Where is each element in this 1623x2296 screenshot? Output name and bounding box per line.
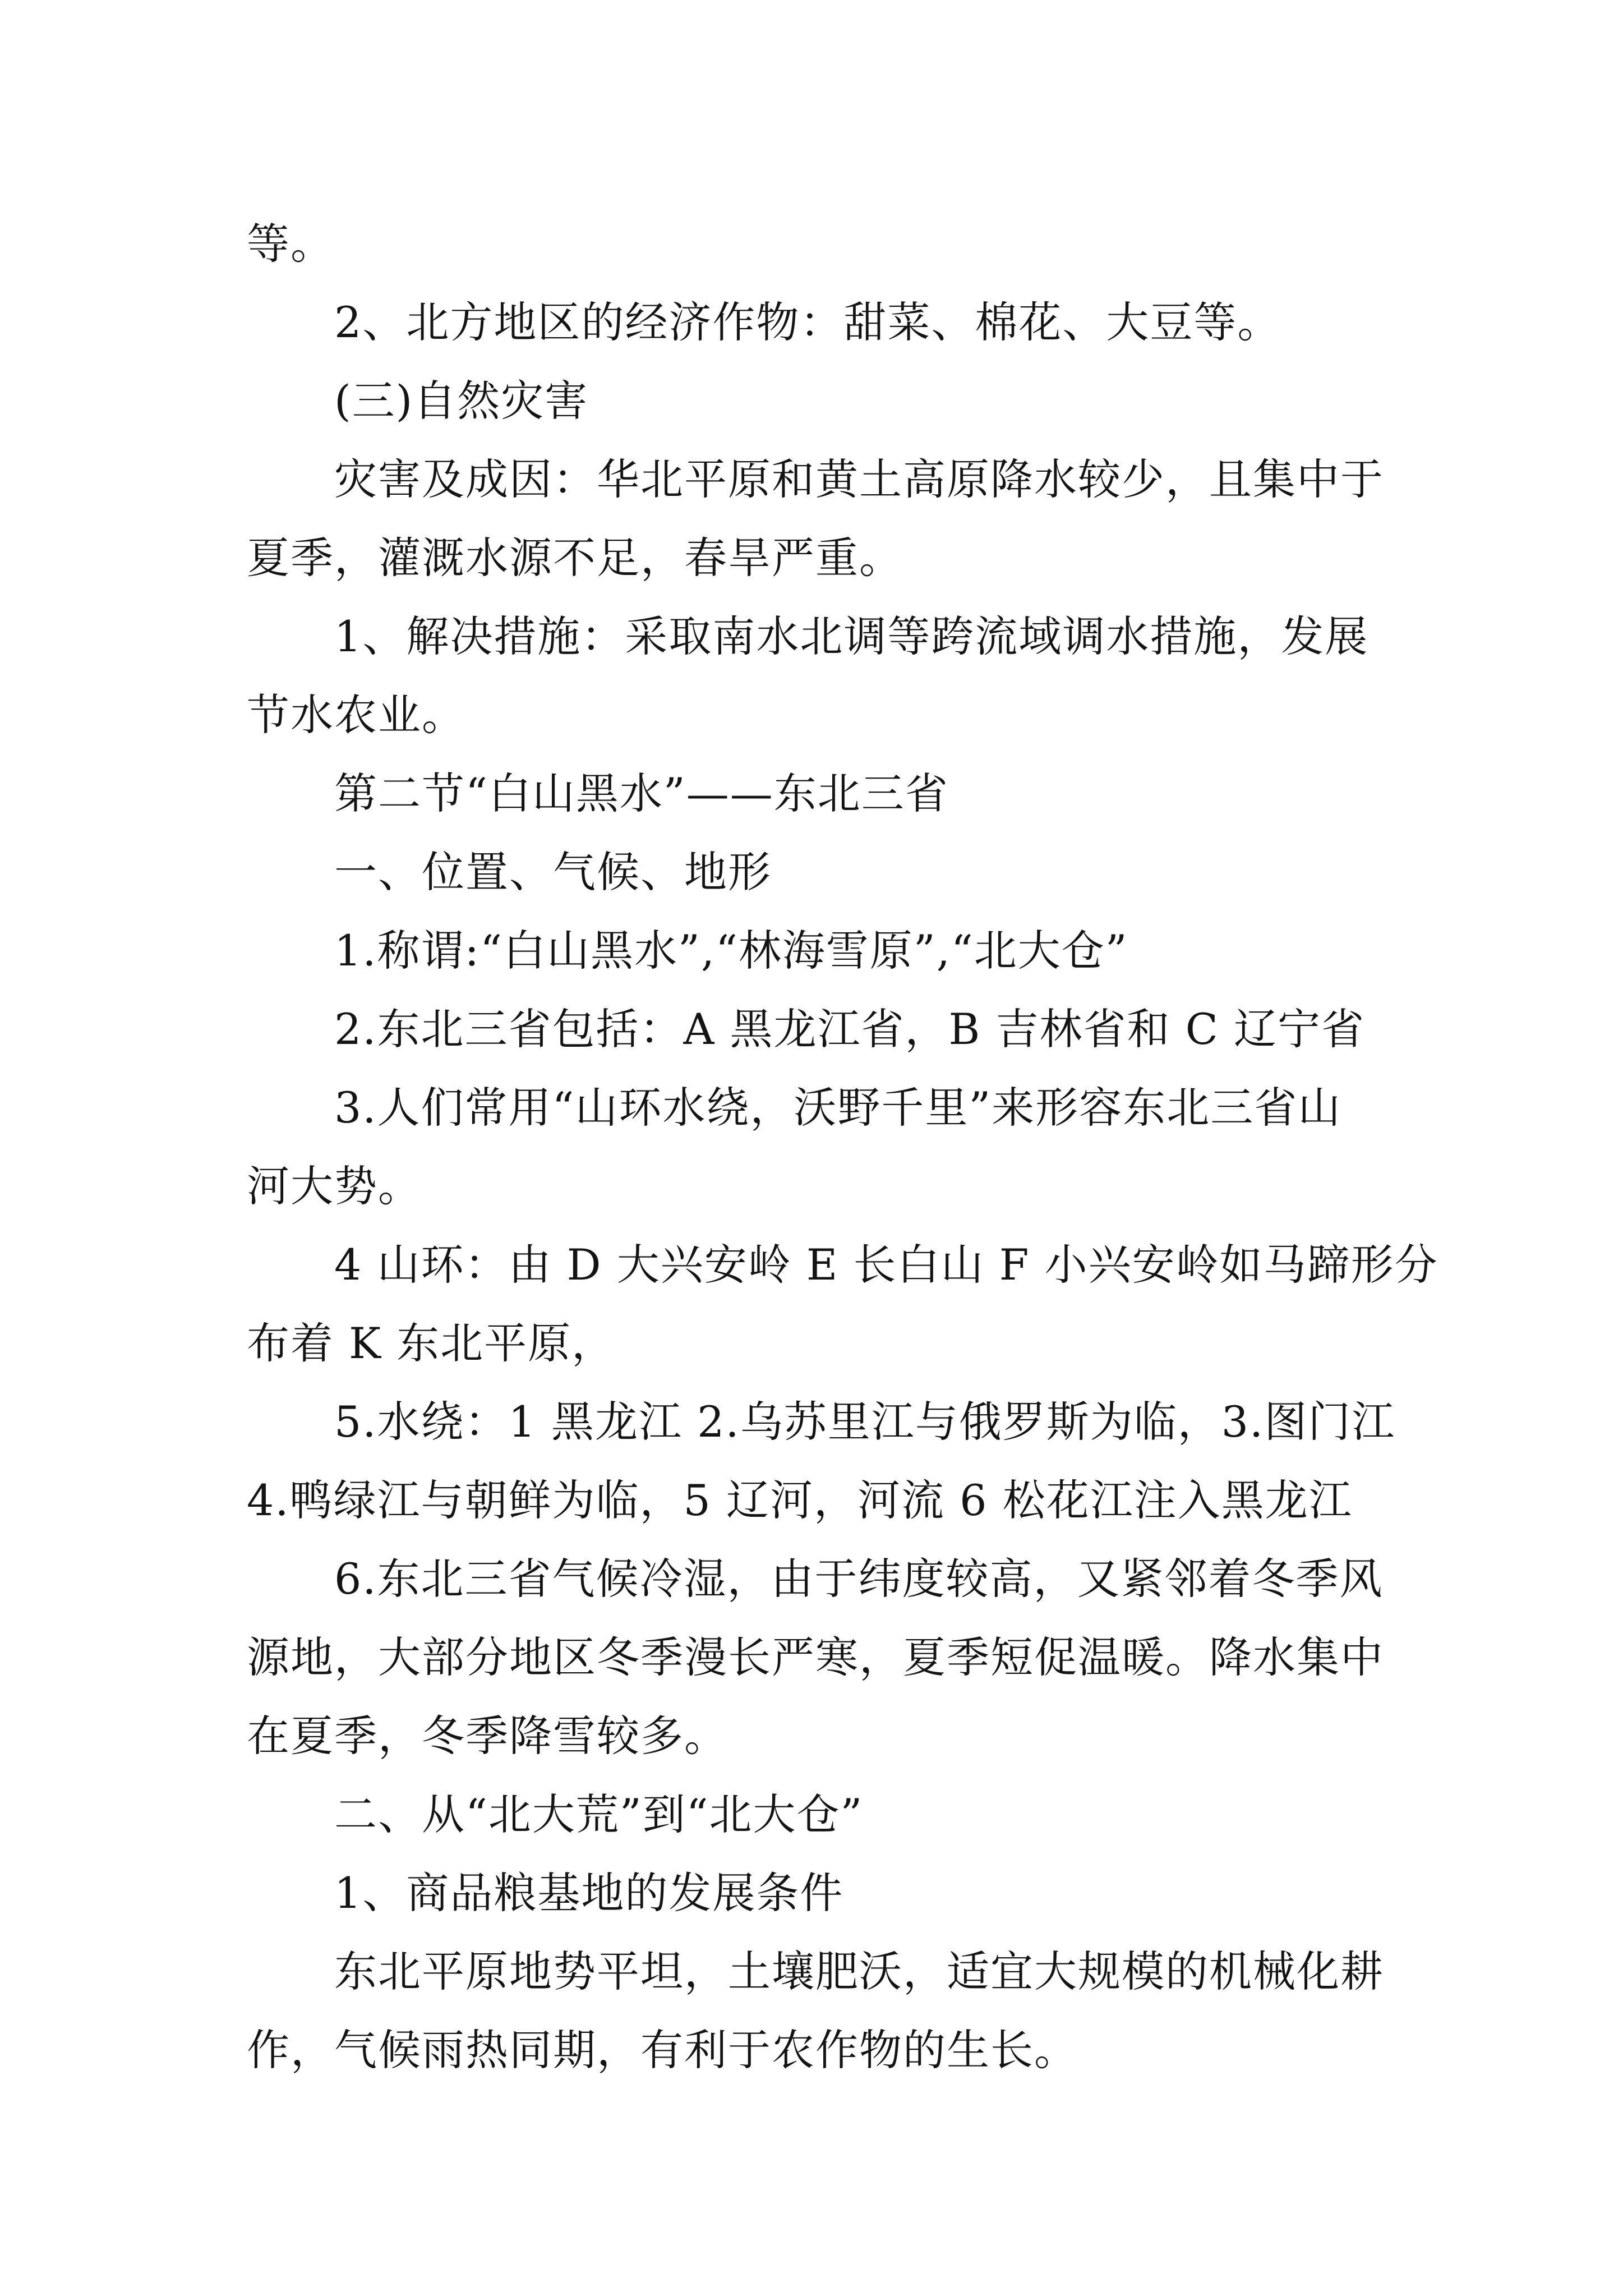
text-line: 东北平原地势平坦，土壤肥沃，适宜大规模的机械化耕: [334, 1947, 1384, 1996]
text-line: 夏季，灌溉水源不足，春旱严重。: [247, 533, 903, 583]
text-line: 4.鸭绿江与朝鲜为临，5 辽河，河流 6 松花江注入黑龙江: [247, 1475, 1353, 1525]
section-heading: 二、从“北大荒”到“北大仓”: [334, 1789, 864, 1839]
text-line: 5.水绕：1 黑龙江 2.乌苏里江与俄罗斯为临，3.图门江: [334, 1397, 1396, 1447]
text-line: 灾害及成因：华北平原和黄土高原降水较少，且集中于: [334, 454, 1384, 504]
text-line: 等。: [247, 219, 334, 269]
text-line: 6.东北三省气候冷湿，由于纬度较高，又紧邻着冬季风: [334, 1554, 1384, 1604]
text-line: 1.称谓:“白山黑水”,“林海雪原”,“北大仓”: [334, 926, 1128, 976]
text-line: 2.东北三省包括：A 黑龙江省，B 吉林省和 C 辽宁省: [334, 1004, 1366, 1054]
text-line: 作，气候雨热同期，有利于农作物的生长。: [247, 2025, 1078, 2075]
text-line: 在夏季，冬季降雪较多。: [247, 1711, 728, 1761]
text-line: 4 山环：由 D 大兴安岭 E 长白山 F 小兴安岭如马蹄形分: [334, 1240, 1438, 1290]
text-line: 布着 K 东北平原，: [247, 1318, 616, 1368]
text-line: 节水农业。: [247, 690, 465, 740]
section-heading: (三)自然灾害: [334, 376, 589, 426]
section-heading: 1、商品粮基地的发展条件: [334, 1868, 844, 1918]
section-heading: 第二节“白山黑水”——东北三省: [334, 769, 949, 818]
text-line: 河大势。: [247, 1161, 422, 1211]
section-heading: 一、位置、气候、地形: [334, 847, 772, 897]
text-line: 2、北方地区的经济作物：甜菜、棉花、大豆等。: [334, 297, 1281, 347]
text-line: 1、解决措施：采取南水北调等跨流域调水措施，发展: [334, 611, 1369, 661]
text-line: 源地，大部分地区冬季漫长严寒，夏季短促温暖。降水集中: [247, 1632, 1384, 1682]
text-line: 3.人们常用“山环水绕，沃野千里”来形容东北三省山: [334, 1083, 1342, 1133]
